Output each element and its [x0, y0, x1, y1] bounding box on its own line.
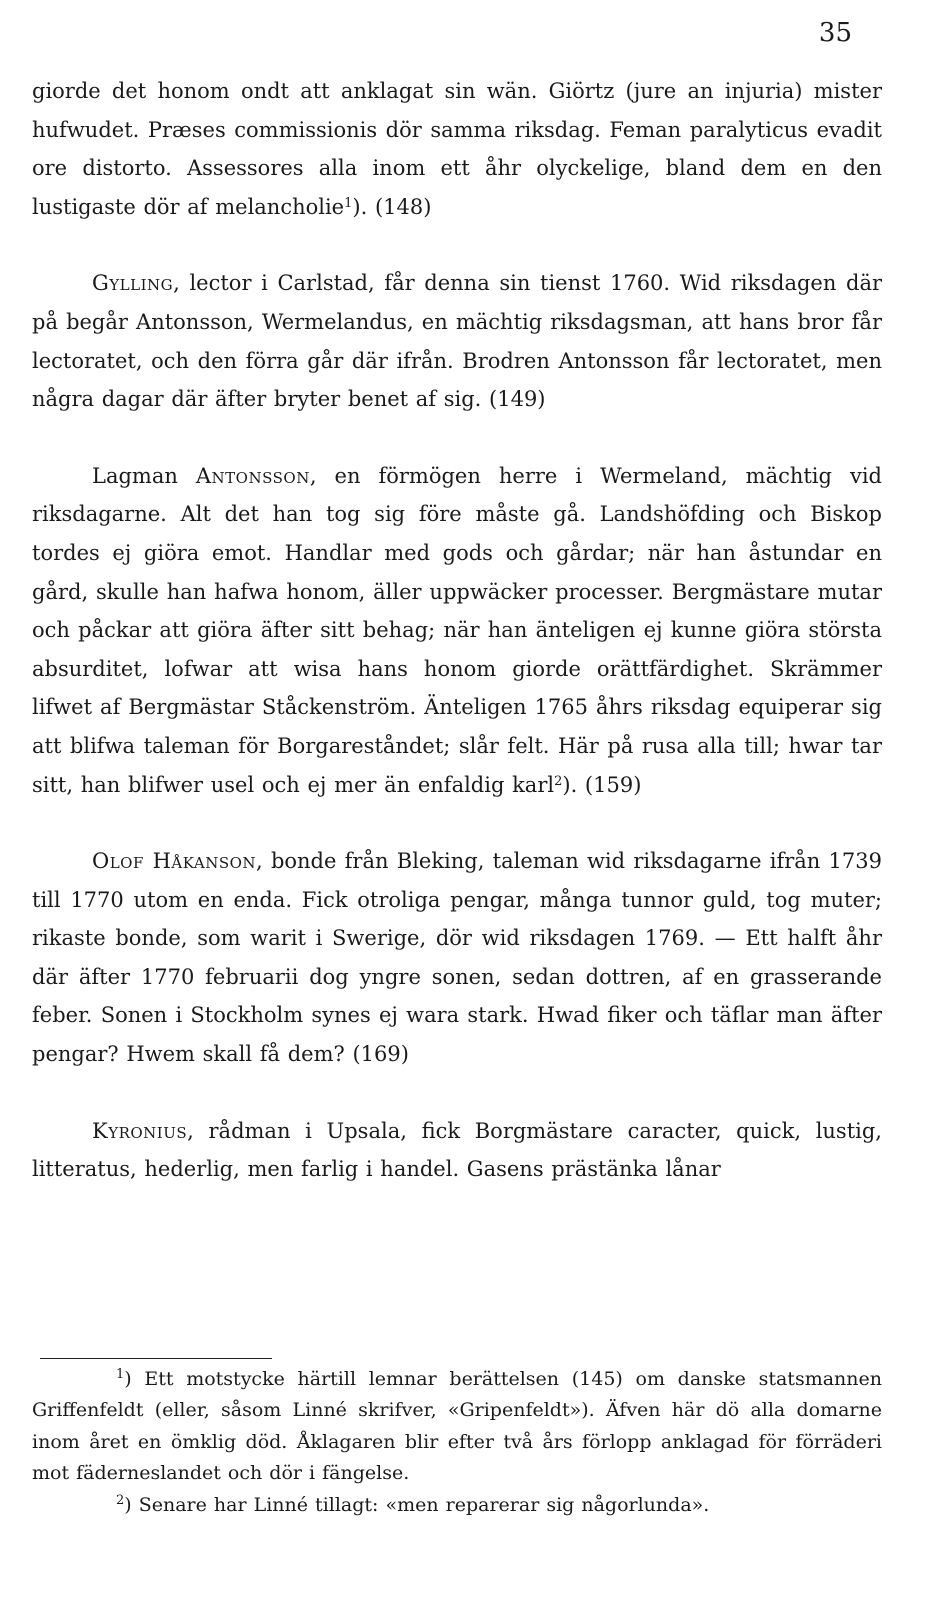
entry-name: Olof Håkanson	[92, 849, 257, 874]
entry-name: Antonsson	[195, 463, 310, 488]
footnote-divider	[40, 1358, 272, 1359]
entry-kyronius	[32, 1112, 882, 1189]
footnote-mark: 2	[116, 1492, 125, 1508]
entry-name: Gylling	[92, 271, 174, 296]
footnote-mark: 1	[116, 1367, 125, 1382]
entry-text: , rådman i Upsala, fick Borgmästare caracter, quick, lustig, litteratus, hederlig, men farlig i handel. Gasens prästänka lånar	[32, 1118, 882, 1182]
entry-lead: Lagman	[92, 463, 196, 488]
entry-tail: ). (159)	[562, 772, 642, 797]
footnote-text: ) Ett motstycke härtill lemnar berättelsen (145) om danske statsmannen Griffenfeldt (eller, såsom Linné skrifver, «Gripenfeldt»). Äfven här dö alla domarne inom året en ömklig död. Åklagaren blir efter två års förlopp anklagad för förräderi mot fäderneslandet och dör i fängelse.	[32, 1368, 882, 1485]
entry-gylling	[32, 264, 882, 418]
entry-text: , en förmögen herre i Wermeland, mächtig vid riksdagarne. Alt det han tog sig före måste gå. Landshöfding och Biskop tordes ej giöra emot. Handlar med gods och gårdar; när han åstundar en gård, skulle han hafwa honom, äller uppwäcker processer. Bergmästare mutar och påckar att giöra äfter sitt behag; när han änteligen ej kunne giöra största absurditet, lofwar att wisa hans honom giorde orättfärdighet. Skrämmer lifwet af Bergmästar Ståckenström. Änteligen 1765 åhrs riksdag equiperar sig att blifwa taleman för Borgareståndet; slår felt. Här på rusa alla till; hwar tar sitt, han blifwer usel och ej mer än enfaldig karl	[32, 463, 882, 797]
paragraph-text: giorde det honom ondt att anklagat sin wän. Giörtz (jure an injuria) mister hufwudet. Præses commissionis dör samma riksdag. Feman paralyticus evadit ore distorto. Assessores alla inom ett åhr olyckelige, bland dem en den lustigaste dör af melancholie	[32, 79, 882, 219]
footnote-2	[32, 1490, 882, 1521]
paragraph-tail: ). (148)	[352, 194, 432, 219]
entry-name: Kyronius	[92, 1118, 188, 1143]
footnote-1	[32, 1364, 882, 1490]
footnotes	[32, 1364, 882, 1521]
footnote-text: ) Senare har Linné tillagt: «men reparerar sig någorlunda».	[124, 1493, 710, 1516]
paragraph-continuation	[32, 72, 882, 226]
page-number: 35	[818, 18, 852, 48]
main-text	[32, 72, 882, 1189]
entry-antonsson	[32, 457, 882, 804]
entry-text: , bonde från Bleking, taleman wid riksdagarne ifrån 1739 till 1770 utom en enda. Fick otroliga pengar, många tunnor guld, tog muter; rikaste bonde, som warit i Swerige, dör wid riksdagen 1769. — Ett halft åhr där äfter 1770 februarii dog yngre sonen, sedan dottren, af en grasserande feber. Sonen i Stockholm synes ej wara stark. Hwad fiker och täflar man äfter pengar? Hwem skall få dem? (169)	[32, 849, 882, 1067]
entry-text: , lector i Carlstad, får denna sin tienst 1760. Wid riksdagen där på begår Antonsson, Wermelandus, en mächtig riksdagsman, att hans bror får lectoratet, och den förra går där ifrån. Brodren Antonsson får lectoratet, men några dagar där äfter bryter benet af sig. (149)	[32, 271, 882, 412]
footnote-ref-2[interactable]: 2	[554, 773, 563, 789]
footnote-ref-1[interactable]: 1	[344, 195, 353, 211]
entry-hakanson	[32, 842, 882, 1074]
